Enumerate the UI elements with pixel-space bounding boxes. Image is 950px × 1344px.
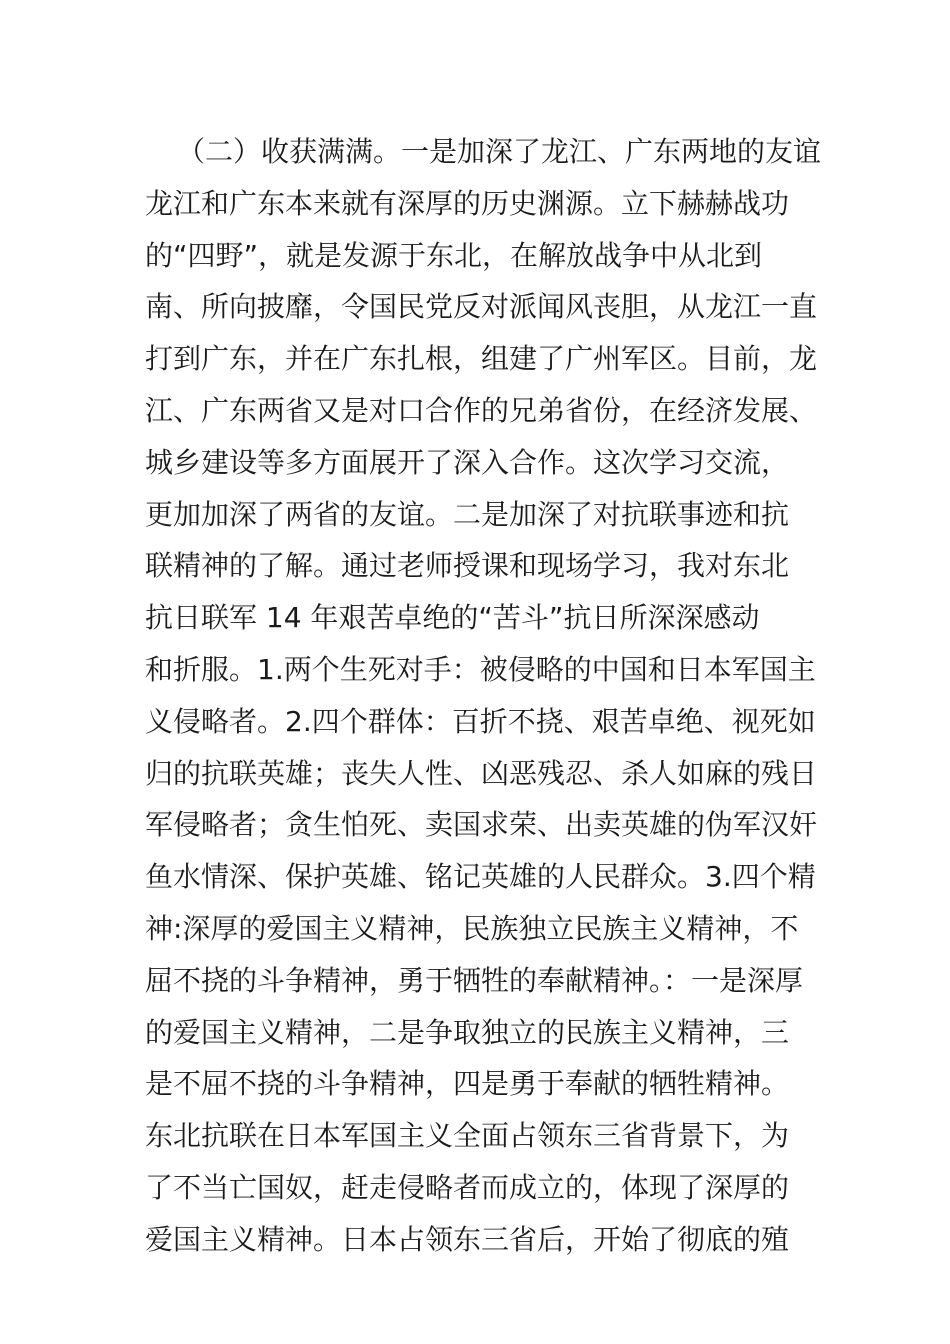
text-line: 龙江和广东本来就有深厚的历史渊源。立下赫赫战功 (145, 186, 790, 220)
text-line: 江、广东两省又是对口合作的兄弟省份，在经济发展、 (145, 393, 818, 427)
text-line: 和折服。1.两个生死对手：被侵略的中国和日本军国主 (145, 652, 816, 686)
text-line: 城乡建设等多方面展开了深入合作。这次学习交流， (145, 445, 790, 479)
body-paragraph (145, 126, 822, 1266)
text-line: 了不当亡国奴，赶走侵略者而成立的，体现了深厚的 (145, 1170, 790, 1204)
text-line: 神:深厚的爱国主义精神，民族独立民族主义精神，不 (145, 911, 799, 945)
text-line: 鱼水情深、保护英雄、铭记英雄的人民群众。3.四个精 (145, 860, 816, 894)
text-line: 南、所向披靡，令国民党反对派闻风丧胆，从龙江一直 (145, 290, 818, 324)
text-line: 东北抗联在日本军国主义全面占领东三省背景下，为 (145, 1119, 790, 1153)
text-line: 军侵略者；贪生怕死、卖国求荣、出卖英雄的伪军汉奸 (145, 808, 818, 842)
text-line: 的爱国主义精神，二是争取独立的民族主义精神，三 (145, 1015, 790, 1049)
text-line: 更加加深了两省的友谊。二是加深了对抗联事迹和抗 (145, 497, 790, 531)
text-line: 归的抗联英雄；丧失人性、凶恶残忍、杀人如麻的残日 (145, 756, 818, 790)
text-line: 打到广东，并在广东扎根，组建了广州军区。目前，龙 (145, 342, 818, 376)
text-line: 抗日联军 14 年艰苦卓绝的“苦斗”抗日所深深感动 (145, 601, 760, 635)
text-line: 是不屈不挠的斗争精神，四是勇于奉献的牺牲精神。 (145, 1067, 790, 1101)
text-line: 义侵略者。2.四个群体：百折不挠、艰苦卓绝、视死如 (145, 704, 816, 738)
text-line: 屈不挠的斗争精神，勇于牺牲的奉献精神。：一是深厚 (145, 963, 804, 997)
text-line: （二）收获满满。一是加深了龙江、广东两地的友谊 (177, 135, 822, 168)
text-line: 的“四野”，就是发源于东北，在解放战争中从北到 (145, 238, 763, 272)
text-line: 联精神的了解。通过老师授课和现场学习，我对东北 (145, 549, 790, 583)
text-line: 爱国主义精神。日本占领东三省后，开始了彻底的殖 (145, 1222, 790, 1256)
